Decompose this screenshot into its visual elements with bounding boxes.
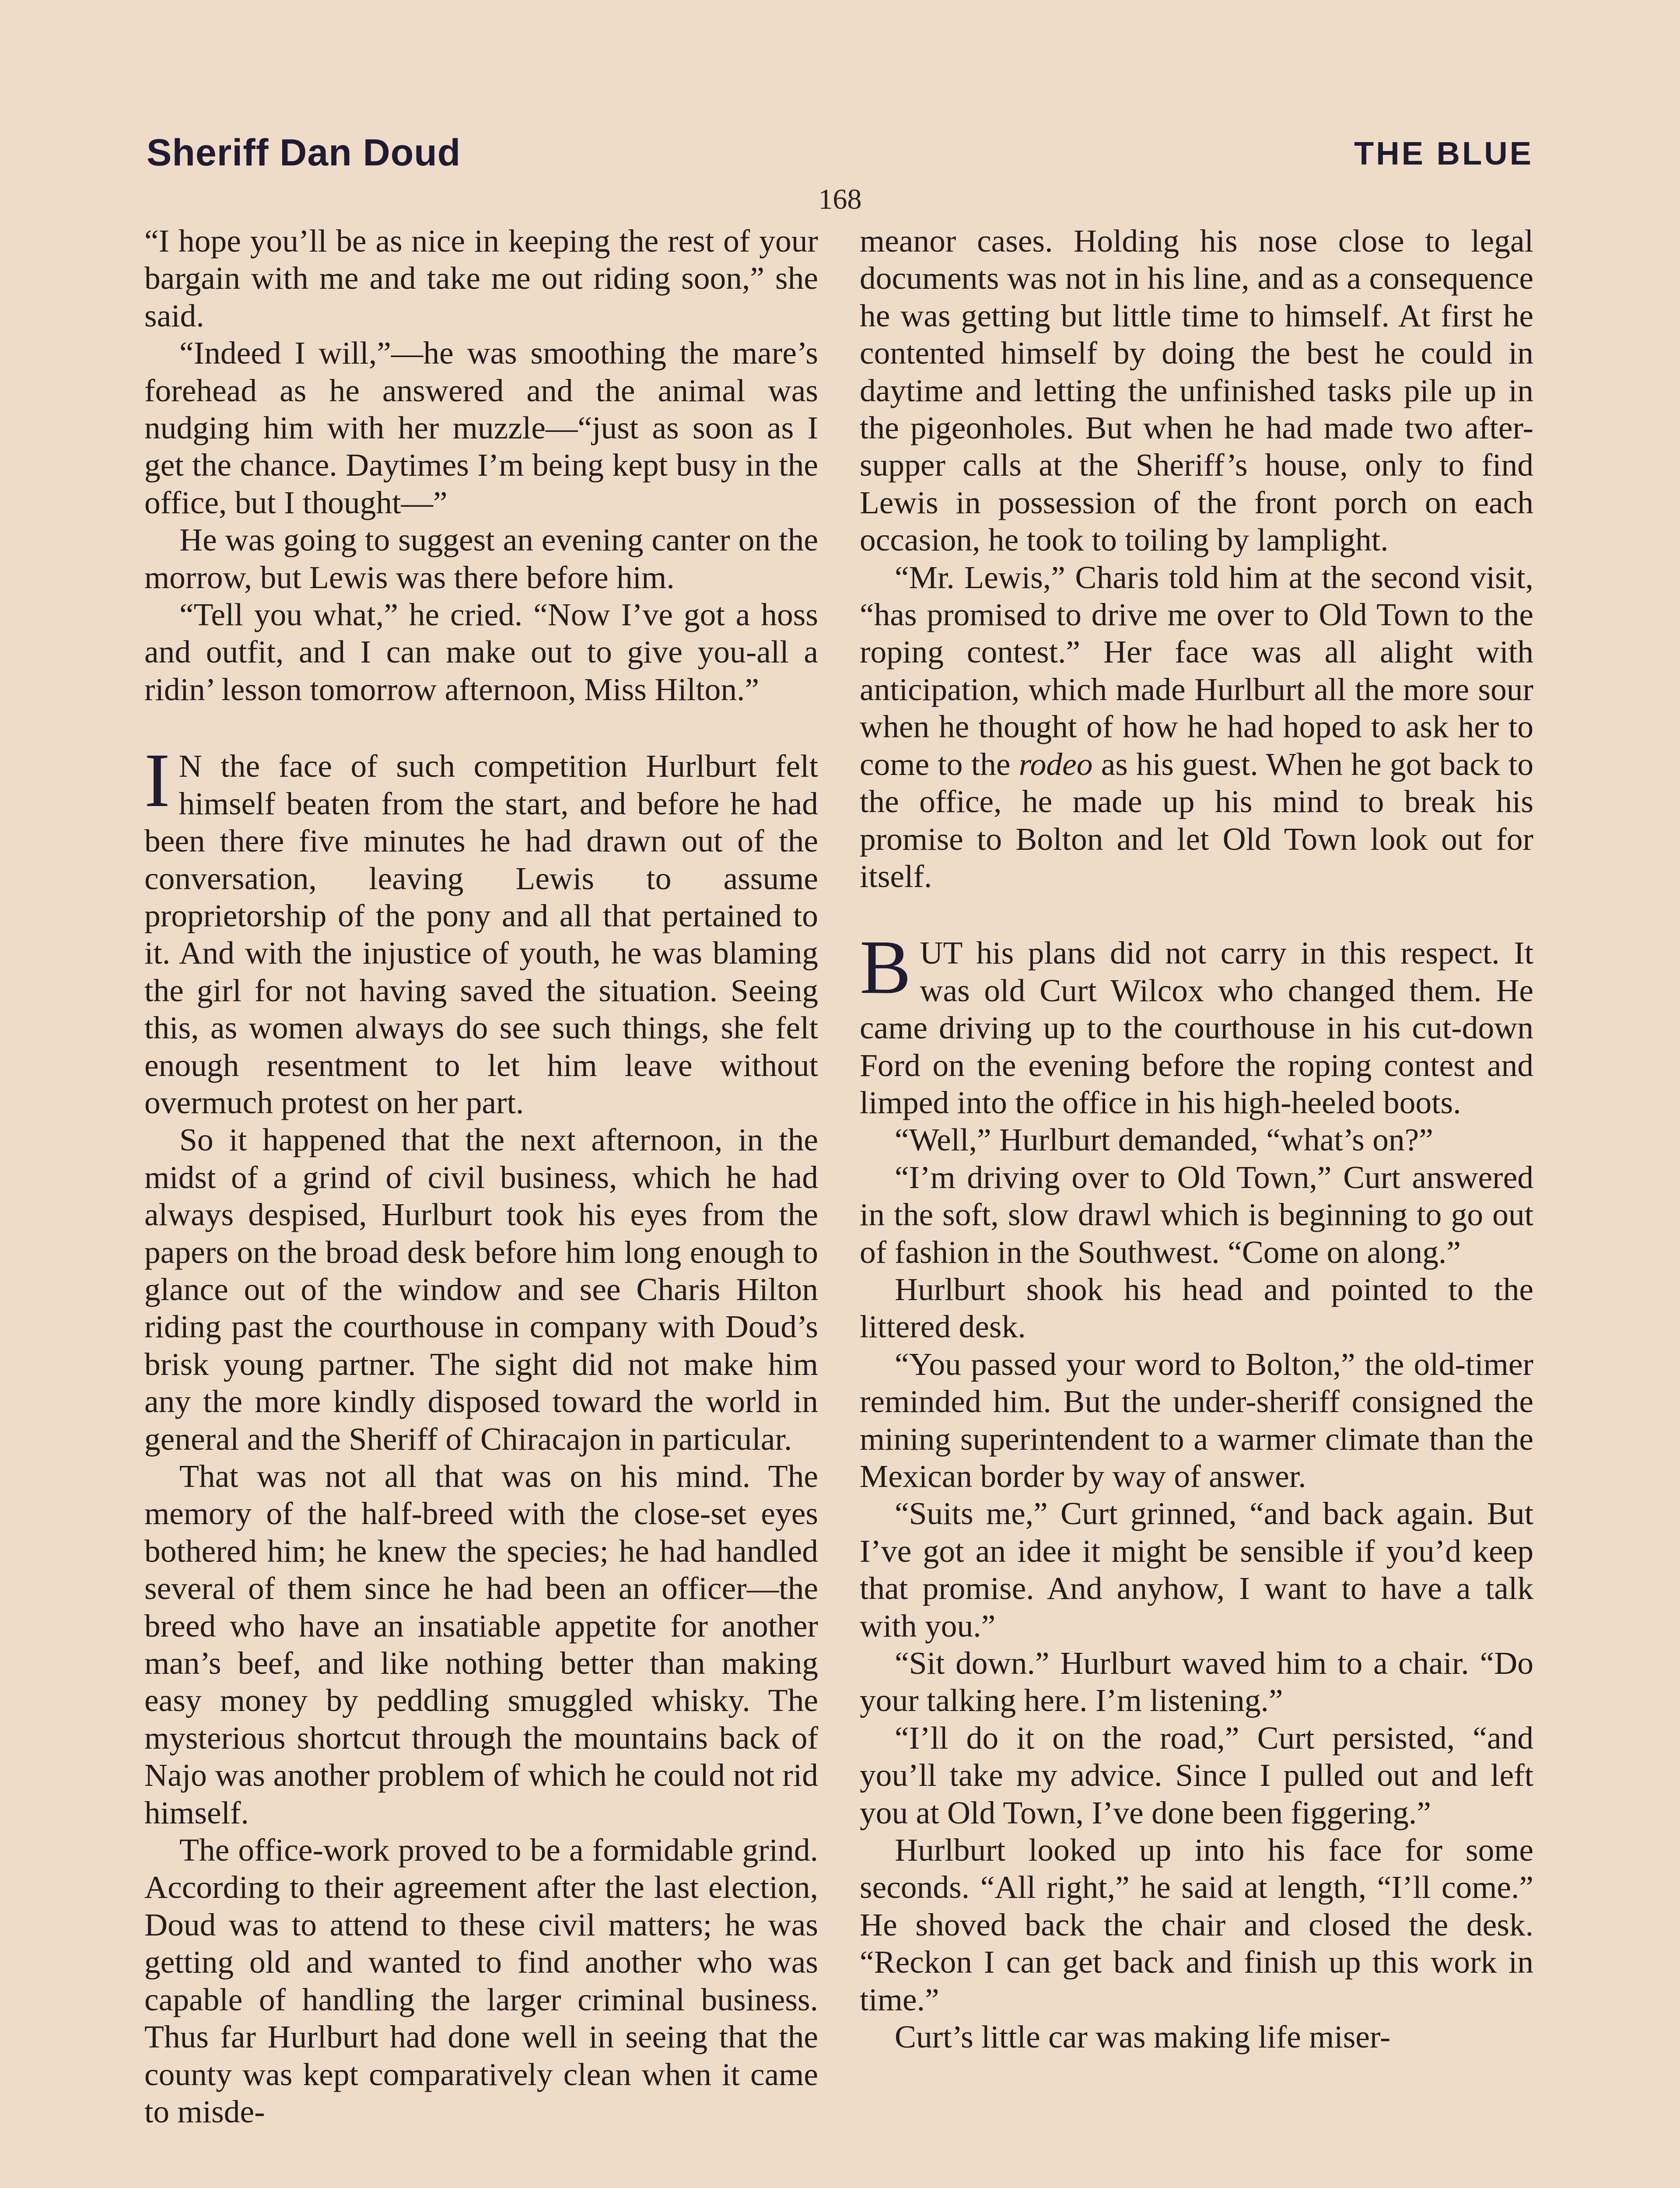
- paragraph: “Well,” Hurlburt demanded, “what’s on?”: [895, 1122, 1433, 1158]
- paragraph: “You passed your word to Bolton,” the old-timer reminded him. But the under-sheriff consigned the mining superintendent to a warmer climate than the Mexican border by way of answer.: [860, 1346, 1533, 1494]
- paragraph: “I’ll do it on the road,” Curt persisted, “and you’ll take my advice. Since I pulled out and left you at Old Town, I’ve done been figgering.”: [860, 1720, 1533, 1830]
- paragraph: “Tell you what,” he cried. “Now I’ve got a hoss and outfit, and I can make out to give you-all a ridin’ lesson tomorrow afternoon, Miss Hilton.”: [144, 597, 818, 707]
- paragraph-text: UT his plans did not carry in this respect. It was old Curt Wilcox who changed them. He came driving up to the courthouse in his cut-down Ford on the evening before the roping contest and limped into the office in his high-heeled boots.: [860, 935, 1533, 1120]
- paragraph: He was going to suggest an evening canter on the morrow, but Lewis was there before him.: [144, 522, 818, 595]
- paragraph: Hurlburt looked up into his face for some seconds. “All right,” he said at length, “I’ll come.” He shoved back the chair and closed the desk. “Reckon I can get back and finish up this work in time.”: [860, 1832, 1533, 2017]
- paragraph: “I’m driving over to Old Town,” Curt answered in the soft, slow drawl which is beginning to go out of fashion in the Southwest. “Come on along.”: [860, 1159, 1533, 1270]
- paragraph: [860, 559, 1533, 895]
- left-column: [144, 222, 818, 2188]
- magazine-title: THE BLUE: [1354, 135, 1533, 172]
- drop-cap: I: [144, 738, 170, 824]
- section-paragraph: [860, 925, 1533, 1121]
- paragraph: That was not all that was on his mind. The memory of the half-breed with the close-set eyes bothered him; he knew the species; he had handled several of them since he had been an officer—the breed who have an insatiable appetite for another man’s beef, and like nothing better than making easy money by peddling smuggled whisky. The mysterious shortcut through the mountains back of Najo was another problem of which he could not rid himself.: [144, 1459, 818, 1830]
- page-number: 168: [818, 183, 862, 215]
- story-title: Sheriff Dan Doud: [147, 132, 461, 174]
- paragraph: The office-work proved to be a formidable grind. According to their agreement after the last election, Doud was to attend to these civil matters; he was getting old and wanted to find another who was capable of handling the larger criminal business. Thus far Hurlburt had done well in seeing that the county was kept comparatively clean when it came to misde-: [144, 1832, 818, 2129]
- paragraph: “Indeed I will,”—he was smoothing the mare’s forehead as he answered and the animal was nudging him with her muzzle—“just as soon as I get the chance. Daytimes I’m being kept busy in the office, but I thought—”: [144, 335, 818, 520]
- paragraph: meanor cases. Holding his nose close to legal documents was not in his line, and as a consequence he was getting but little time to himself. At first he contented himself by doing the best he could in daytime and letting the unfinished tasks pile up in the pigeonholes. But when he had made two after-supper calls at the Sheriff’s house, only to find Lewis in possession of the front porch on each occasion, he took to toiling by lamplight.: [860, 223, 1533, 558]
- paragraph-text: as his guest. When he got back to the office, he made up his mind to break his promise to Bolton and let Old Town look out for itself.: [860, 746, 1533, 894]
- paragraph: “Suits me,” Curt grinned, “and back again. But I’ve got an idee it might be sensible if you’d keep that promise. And anyhow, I want to have a talk with you.”: [860, 1496, 1533, 1644]
- paragraph-text: “Mr. Lewis,” Charis told him at the second visit, “has promised to drive me over to Old Town to the roping contest.” Her face was all alight with anticipation, which made Hurlburt all the more sour when he thought of how he had hoped to ask her to come to the: [860, 559, 1533, 782]
- right-column: [860, 222, 1533, 2188]
- drop-cap: B: [860, 925, 911, 1010]
- section-paragraph: [144, 738, 818, 1121]
- paragraph: “I hope you’ll be as nice in keeping the rest of your bargain with me and take me out riding soon,” she said.: [144, 223, 818, 333]
- paragraph: Hurlburt shook his head and pointed to the littered desk.: [860, 1271, 1533, 1345]
- paragraph: “Sit down.” Hurlburt waved him to a chair. “Do your talking here. I’m listening.”: [860, 1645, 1533, 1718]
- running-head: [147, 131, 1533, 184]
- paragraph: So it happened that the next afternoon, in the midst of a grind of civil business, which he had always despised, Hurlburt took his eyes from the papers on the broad desk before him long enough to glance out of the window and see Charis Hilton riding past the courthouse in company with Doud’s brisk young partner. The sight did not make him any the more kindly disposed toward the world in general and the Sheriff of Chiracajon in particular.: [144, 1122, 818, 1457]
- paragraph-text: N the face of such competition Hurlburt felt himself beaten from the start, and before he had been there five minutes he had drawn out of the conversation, leaving Lewis to assume proprietorship of the pony and all that pertained to it. And with the injustice of youth, he was blaming the girl for not having saved the situation. Seeing this, as women always do see such things, she felt enough resentment to let him leave without overmuch protest on her part.: [144, 748, 818, 1120]
- paragraph: Curt’s little car was making life miser-: [895, 2019, 1391, 2055]
- italic-word: rodeo: [1018, 746, 1093, 782]
